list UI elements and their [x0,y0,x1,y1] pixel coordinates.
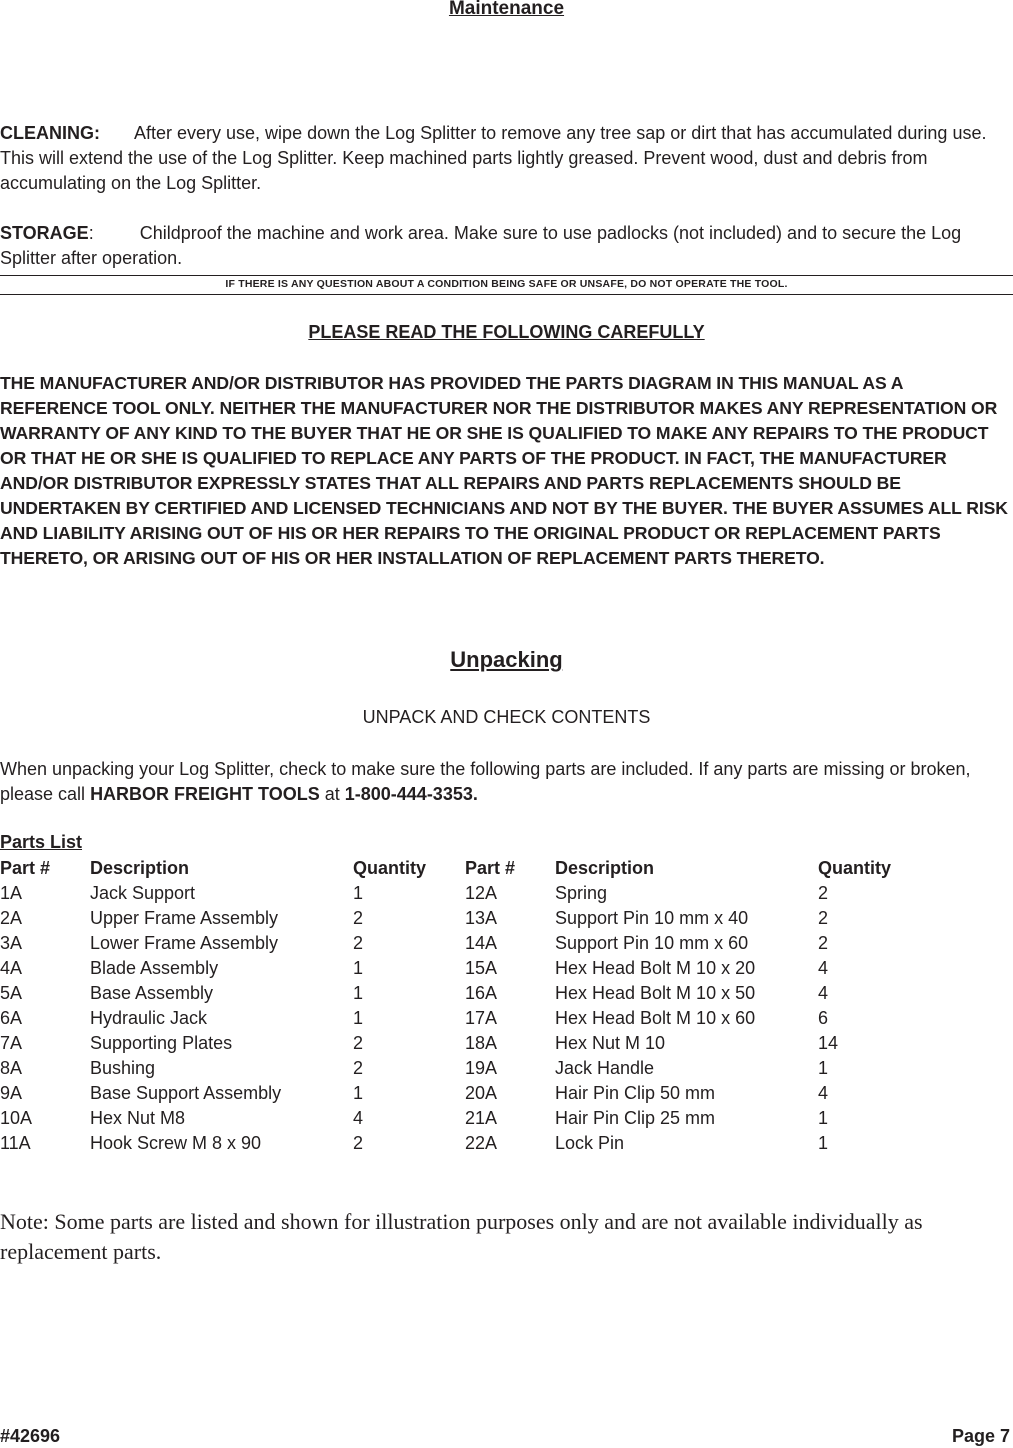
parts-table [0,856,918,1156]
disclaimer-paragraph: THE MANUFACTURER AND/OR DISTRIBUTOR HAS PROVIDED THE PARTS DIAGRAM IN THIS MANUAL AS A REFERENCE TOOL ONLY. NEITHER THE MANUFACTURER NOR THE DISTRIBUTOR MAKES ANY REPRESENTATION OR WARRANTY OF ANY KIND TO THE BUYER THAT HE OR SHE IS QUALIFIED TO MAKE ANY REPAIRS TO THE PRODUCT OR THAT HE OR SHE IS QUALIFIED TO REPLACE ANY PARTS OF THE PRODUCT. IN FACT, THE MANUFACTURER AND/OR DISTRIBUTOR EXPRESSLY STATES THAT ALL REPAIRS AND PARTS REPLACEMENTS SHOULD BE UNDERTAKEN BY CERTIFIED AND LICENSED TECHNICIANS AND NOT BY THE BUYER. THE BUYER ASSUMES ALL RISK AND LIABILITY ARISING OUT OF HIS OR HER REPAIRS TO THE ORIGINAL PRODUCT OR REPLACEMENT PARTS THERETO, OR ARISING OUT OF HIS OR HER INSTALLATION OF REPLACEMENT PARTS THERETO. [0,373,1008,568]
intro-text: When unpacking your Log Splitter, check to make sure the following parts are included. If any parts are missing or broken, please call [0,759,971,804]
cell-quantity: 2 [353,933,364,953]
cell-description-2: Support Pin 10 mm x 60 [555,933,749,953]
cell-description: Supporting Plates [90,1033,233,1053]
page-title: Maintenance [448,0,565,19]
cell-description: Bushing [90,1058,156,1078]
cell-description: Base Assembly [90,983,214,1003]
cell-description-2: Spring [555,883,608,903]
cell-description-2: Support Pin 10 mm x 40 [555,908,749,928]
cell-description-2: Hex Head Bolt M 10 x 20 [555,958,756,978]
cell-description: Hex Nut M8 [90,1108,186,1128]
cell-description: Hydraulic Jack [90,1008,208,1028]
cell-description: Base Support Assembly [90,1083,282,1103]
cell-quantity: 1 [353,1083,364,1103]
parts-list-title: Parts List [0,832,83,852]
cell-quantity-2: 1 [818,1058,829,1078]
cell-quantity: 2 [353,1058,364,1078]
table-row [0,1056,918,1081]
cell-description: Upper Frame Assembly [90,908,279,928]
cell-description: Lower Frame Assembly [90,933,279,953]
table-row [0,1106,918,1131]
header-part-number: Part # [0,858,51,878]
cell-quantity-2: 14 [818,1033,839,1053]
cell-description-2: Hair Pin Clip 25 mm [555,1108,716,1128]
cell-part-number: 7A [0,1033,23,1053]
parts-table-header [0,856,918,881]
cell-quantity: 1 [353,1008,364,1028]
cell-description: Jack Support [90,883,196,903]
cell-description: Hook Screw M 8 x 90 [90,1133,262,1153]
cell-quantity-2: 6 [818,1008,829,1028]
cell-quantity-2: 2 [818,933,829,953]
cell-part-number: 8A [0,1058,23,1078]
cell-quantity-2: 4 [818,983,829,1003]
cell-part-number-2: 15A [465,958,498,978]
cell-quantity-2: 1 [818,1133,829,1153]
unpacking-title: Unpacking [450,647,563,672]
cell-description-2: Hex Head Bolt M 10 x 50 [555,983,756,1003]
cell-description-2: Jack Handle [555,1058,655,1078]
cleaning-paragraph [0,121,1010,196]
cell-quantity-2: 4 [818,1083,829,1103]
table-row [0,956,918,981]
cell-quantity: 1 [353,983,364,1003]
cell-quantity: 1 [353,958,364,978]
cell-quantity: 2 [353,1133,364,1153]
table-row [0,906,918,931]
cell-description-2: Hex Nut M 10 [555,1033,666,1053]
cell-part-number: 2A [0,908,23,928]
cell-description: Blade Assembly [90,958,219,978]
model-number: #42696 [0,1426,61,1446]
cleaning-label: CLEANING: [0,123,100,143]
intro-at: at [319,784,345,804]
cell-part-number: 11A [0,1133,31,1153]
header-quantity-2: Quantity [818,858,892,878]
unpacking-intro [0,757,1010,807]
cell-part-number: 5A [0,983,23,1003]
cell-part-number: 4A [0,958,23,978]
table-row [0,1006,918,1031]
header-part-number-2: Part # [465,858,516,878]
phone-number: 1-800-444-3353. [344,784,478,804]
cell-quantity-2: 1 [818,1108,829,1128]
table-row [0,881,918,906]
company-name: HARBOR FREIGHT TOOLS [90,784,320,804]
cell-part-number-2: 17A [465,1008,498,1028]
cell-part-number-2: 12A [465,883,498,903]
safety-warning: IF THERE IS ANY QUESTION ABOUT A CONDITION BEING SAFE OR UNSAFE, DO NOT OPERATE THE TOOL. [0,275,1013,295]
cell-part-number-2: 19A [465,1058,498,1078]
cell-part-number-2: 14A [465,933,498,953]
cell-quantity-2: 2 [818,883,829,903]
cell-quantity: 4 [353,1108,364,1128]
cell-part-number-2: 18A [465,1033,498,1053]
cell-part-number: 1A [0,883,23,903]
cell-part-number-2: 21A [465,1108,498,1128]
cell-part-number-2: 13A [465,908,498,928]
please-read-heading: PLEASE READ THE FOLLOWING CAREFULLY [308,322,705,342]
cell-part-number: 6A [0,1008,23,1028]
header-description: Description [90,858,190,878]
cell-quantity: 2 [353,908,364,928]
cell-part-number: 3A [0,933,23,953]
table-row [0,931,918,956]
table-row [0,1031,918,1056]
cell-quantity-2: 2 [818,908,829,928]
table-row [0,1131,918,1156]
cell-quantity: 2 [353,1033,364,1053]
parts-table-body [0,881,918,1156]
storage-colon: : [88,223,94,243]
page-number: Page 7 [951,1426,1010,1446]
header-description-2: Description [555,858,655,878]
note-paragraph: Note: Some parts are listed and shown for illustration purposes only and are not available individually as replacement parts. [0,1209,923,1264]
table-row [0,1081,918,1106]
cell-part-number-2: 16A [465,983,498,1003]
cell-quantity-2: 4 [818,958,829,978]
cell-description-2: Lock Pin [555,1133,625,1153]
cell-part-number-2: 20A [465,1083,498,1103]
header-quantity: Quantity [353,858,427,878]
cell-part-number-2: 22A [465,1133,498,1153]
storage-paragraph [0,221,1010,271]
cell-description-2: Hex Head Bolt M 10 x 60 [555,1008,756,1028]
unpacking-subtitle: UNPACK AND CHECK CONTENTS [362,707,651,727]
cell-part-number: 10A [0,1108,33,1128]
cleaning-text: After every use, wipe down the Log Splitter to remove any tree sap or dirt that has accumulated during use. This will extend the use of the Log Splitter. Keep machined parts lightly greased. Prevent wood, dust and debris from accumulating on the Log Splitter. [0,123,987,193]
cell-description-2: Hair Pin Clip 50 mm [555,1083,716,1103]
cell-quantity: 1 [353,883,364,903]
storage-label: STORAGE [0,223,89,243]
table-row [0,981,918,1006]
storage-text: Childproof the machine and work area. Make sure to use padlocks (not included) and to secure the Log Splitter after operation. [0,223,962,268]
cell-part-number: 9A [0,1083,23,1103]
